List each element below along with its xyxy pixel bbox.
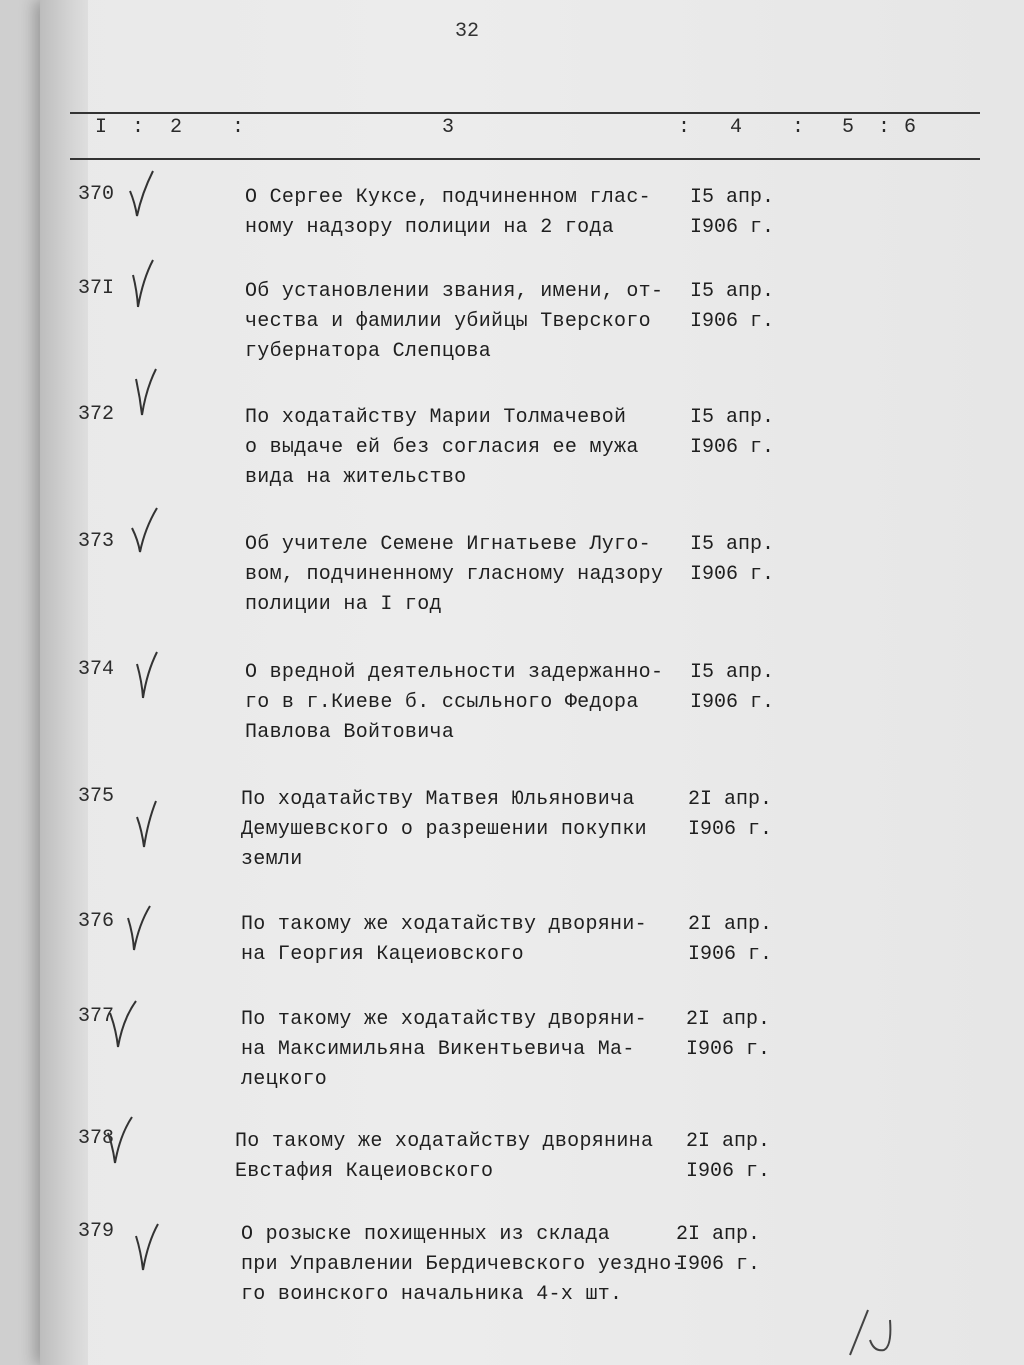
checkmark-icon bbox=[130, 367, 160, 417]
date-line: I906 г. bbox=[690, 563, 775, 586]
entry-date bbox=[690, 403, 790, 463]
description-line: вом, подчиненному гласному надзору bbox=[245, 563, 664, 586]
entry-date bbox=[690, 183, 790, 243]
column-header-4: 4 bbox=[730, 116, 743, 139]
date-line: I906 г. bbox=[690, 310, 775, 333]
description-line: По ходатайству Марии Толмачевой bbox=[245, 406, 627, 429]
description-line: чества и фамилии убийцы Тверского bbox=[245, 310, 651, 333]
description-line: По такому же ходатайству дворяни- bbox=[241, 1008, 647, 1031]
date-line: I906 г. bbox=[676, 1253, 761, 1276]
description-line: на Георгия Кацеиовского bbox=[241, 943, 524, 966]
description-line: при Управлении Бердичевского уездно- bbox=[241, 1253, 684, 1276]
entry-number: 370 bbox=[78, 183, 115, 206]
column-separator: : bbox=[792, 116, 805, 139]
description-line: Евстафия Кацеиовского bbox=[235, 1160, 494, 1183]
date-line: 2I апр. bbox=[686, 1008, 771, 1031]
date-line: 2I апр. bbox=[688, 788, 773, 811]
column-header-3: 3 bbox=[442, 116, 455, 139]
date-line: I906 г. bbox=[686, 1160, 771, 1183]
entry-description bbox=[245, 530, 705, 620]
entry-description bbox=[245, 183, 705, 243]
description-line: го в г.Киеве б. ссыльного Федора bbox=[245, 691, 639, 714]
header-rule-top bbox=[70, 112, 980, 114]
checkmark-icon bbox=[106, 1115, 136, 1165]
description-line: По ходатайству Матвея Юльяновича bbox=[241, 788, 635, 811]
description-line: По такому же ходатайству дворянина bbox=[235, 1130, 654, 1153]
entry-description bbox=[241, 1220, 701, 1310]
description-line: лецкого bbox=[241, 1068, 328, 1091]
description-line: полиции на I год bbox=[245, 593, 442, 616]
date-line: 2I апр. bbox=[676, 1223, 761, 1246]
entry-date bbox=[690, 658, 790, 718]
date-line: I906 г. bbox=[688, 818, 773, 841]
description-line: вида на жительство bbox=[245, 466, 467, 489]
description-line: Павлова Войтовича bbox=[245, 721, 455, 744]
entry-date bbox=[686, 1127, 786, 1187]
entry-number: 372 bbox=[78, 403, 115, 426]
description-line: на Максимильяна Викентьевича Ма- bbox=[241, 1038, 635, 1061]
checkmark-icon bbox=[132, 799, 162, 849]
header-rule-bottom bbox=[70, 158, 980, 160]
date-line: I5 апр. bbox=[690, 533, 775, 556]
entry-number: 373 bbox=[78, 530, 115, 553]
column-header-5: 5 bbox=[842, 116, 855, 139]
column-header-2: 2 bbox=[170, 116, 183, 139]
entry-description bbox=[241, 1005, 701, 1095]
column-separator: : bbox=[878, 116, 891, 139]
entry-number: 379 bbox=[78, 1220, 115, 1243]
column-header-1: I bbox=[95, 116, 108, 139]
description-line: Демушевского о разрешении покупки bbox=[241, 818, 647, 841]
description-line: о выдаче ей без согласия ее мужа bbox=[245, 436, 639, 459]
description-line: По такому же ходатайству дворяни- bbox=[241, 913, 647, 936]
entry-number: 375 bbox=[78, 785, 115, 808]
entry-date bbox=[686, 1005, 786, 1065]
date-line: I906 г. bbox=[690, 216, 775, 239]
date-line: I906 г. bbox=[688, 943, 773, 966]
description-line: О розыске похищенных из склада bbox=[241, 1223, 611, 1246]
handwritten-mark-icon bbox=[840, 1300, 920, 1360]
checkmark-icon bbox=[108, 999, 138, 1049]
checkmark-icon bbox=[126, 169, 156, 219]
date-line: I906 г. bbox=[690, 691, 775, 714]
date-line: 2I апр. bbox=[688, 913, 773, 936]
description-line: земли bbox=[241, 848, 303, 871]
checkmark-icon bbox=[124, 904, 154, 954]
entry-date bbox=[688, 785, 788, 845]
description-line: Об установлении звания, имени, от- bbox=[245, 280, 664, 303]
column-separator: : bbox=[232, 116, 245, 139]
entry-number: 37I bbox=[78, 277, 115, 300]
date-line: I906 г. bbox=[690, 436, 775, 459]
entry-date bbox=[688, 910, 788, 970]
date-line: 2I апр. bbox=[686, 1130, 771, 1153]
date-line: I5 апр. bbox=[690, 280, 775, 303]
entry-number: 377 bbox=[78, 1005, 115, 1028]
entry-description bbox=[245, 658, 705, 748]
description-line: го воинского начальника 4-х шт. bbox=[241, 1283, 623, 1306]
entry-number: 376 bbox=[78, 910, 115, 933]
column-separator: : bbox=[132, 116, 145, 139]
date-line: I906 г. bbox=[686, 1038, 771, 1061]
entry-date bbox=[690, 277, 790, 337]
date-line: I5 апр. bbox=[690, 186, 775, 209]
entry-date bbox=[690, 530, 790, 590]
entry-number: 378 bbox=[78, 1127, 115, 1150]
entry-number: 374 bbox=[78, 658, 115, 681]
entry-date bbox=[676, 1220, 776, 1280]
entry-description bbox=[245, 403, 705, 493]
entry-description bbox=[235, 1127, 695, 1187]
page-number: 32 bbox=[455, 20, 480, 43]
description-line: О вредной деятельности задержанно- bbox=[245, 661, 664, 684]
checkmark-icon bbox=[128, 506, 158, 556]
description-line: ному надзору полиции на 2 года bbox=[245, 216, 615, 239]
date-line: I5 апр. bbox=[690, 661, 775, 684]
entry-description bbox=[245, 277, 705, 367]
entry-description bbox=[241, 910, 701, 970]
column-separator: : bbox=[678, 116, 691, 139]
description-line: Об учителе Семене Игнатьеве Луго- bbox=[245, 533, 651, 556]
checkmark-icon bbox=[128, 259, 158, 309]
checkmark-icon bbox=[130, 1222, 160, 1272]
entry-description bbox=[241, 785, 701, 875]
description-line: губернатора Слепцова bbox=[245, 340, 492, 363]
date-line: I5 апр. bbox=[690, 406, 775, 429]
column-header-6: 6 bbox=[904, 116, 917, 139]
description-line: О Сергее Куксе, подчиненном глас- bbox=[245, 186, 651, 209]
checkmark-icon bbox=[132, 650, 162, 700]
